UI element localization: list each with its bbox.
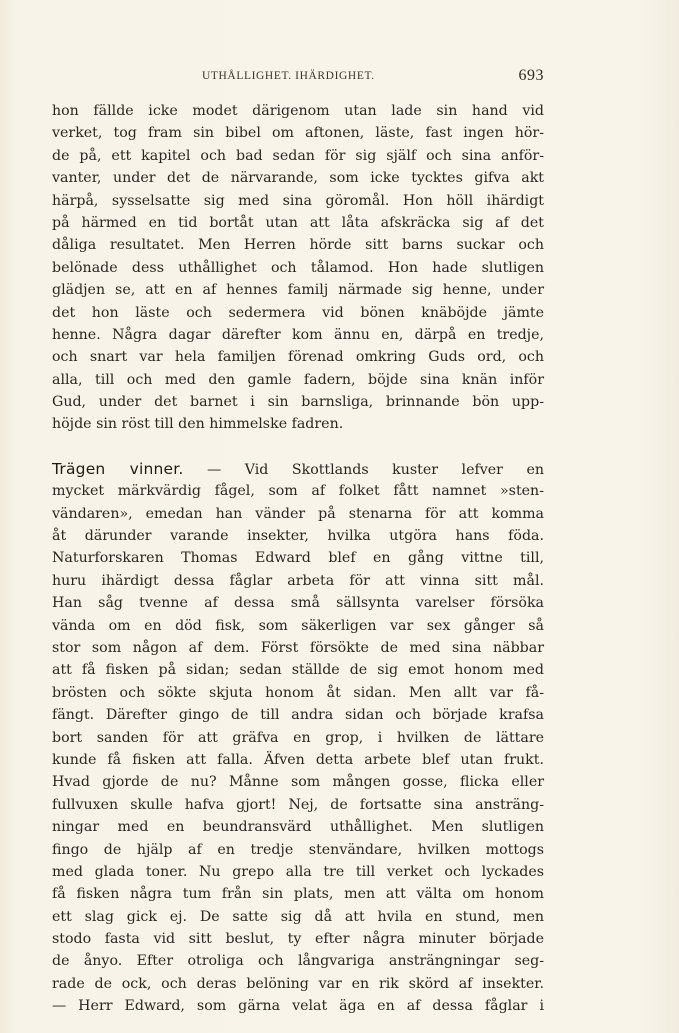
text-line: åt därunder varande insekter, hvilka utgöra hans föda. <box>52 528 544 545</box>
page-number: 693 <box>518 67 544 84</box>
text-line: — Herr Edward, som gärna velat äga en af dessa fåglar i <box>52 998 544 1015</box>
text-line: stodo fasta vid sitt beslut, ty efter några minuter började <box>52 931 544 948</box>
section-heading: Trägen vinner. <box>52 459 184 478</box>
text-line: vända om en död fisk, som säkerligen var sex gånger så <box>52 617 544 634</box>
text-line: hon fällde icke modet därigenom utan lade sin hand vid <box>52 103 544 119</box>
text-line: stor som någon af dem. Först försökte de med sina näbbar <box>52 639 544 656</box>
text-line: Gud, under det barnet i sin barnsliga, brinnande bön upp- <box>52 394 544 411</box>
text-line: och snart var hela familjen förenad omkring Guds ord, och <box>52 349 544 366</box>
text-line: bort sanden för att gräfva en grop, i hvilken de lättare <box>52 729 544 746</box>
text-line: de ånyo. Efter otroliga och långvariga ansträngningar seg- <box>52 953 544 970</box>
text-line: brösten och sökte skjuta honom åt sidan. Men allt var få- <box>52 684 544 701</box>
text-line: alla, till och med den gamle fadern, böjde sina knän inför <box>52 371 544 388</box>
text-line: fängt. Därefter gingo de till andra sidan och började krafsa <box>52 707 544 724</box>
text-line: verket, tog fram sin bibel om aftonen, läste, fast ingen hör- <box>52 125 544 142</box>
text-line <box>52 458 544 480</box>
text-line: huru ihärdigt dessa fåglar arbeta för att vinna sitt mål. <box>52 572 544 589</box>
text-line: att få fisken på sidan; sedan ställde de sig emot honom med <box>52 662 544 679</box>
text-line: vanter, under det de närvarande, som icke tycktes gifva akt <box>52 170 544 187</box>
text-line: fullvuxen skulle hafva gjort! Nej, de fortsatte sina ansträng- <box>52 796 544 813</box>
text-line: Hvad gjorde de nu? Månne som mången gosse, flicka eller <box>52 774 544 791</box>
page-body <box>52 100 544 1018</box>
heading-line-text: — Vid Skottlands kuster lefver en <box>183 461 544 478</box>
section-trägen-vinner <box>52 458 544 1018</box>
text-line: dåliga resultatet. Men Herren hörde sitt barns suckar och <box>52 237 544 254</box>
text-line: glädjen se, att en af hennes familj närmade sig henne, under <box>52 282 544 299</box>
text-line: rade de ock, och deras belöning var en rik skörd af insekter. <box>52 975 544 992</box>
page-header <box>52 68 544 88</box>
running-title: UTHÅLLIGHET. IHÄRDIGHET. <box>202 70 375 82</box>
text-line: mycket märkvärdig fågel, som af folket fått namnet »sten- <box>52 483 544 500</box>
text-line: vändaren», emedan han vänder på stenarna för att komma <box>52 505 544 522</box>
text-line: Han såg tvenne af dessa små sällsynta varelser försöka <box>52 595 544 612</box>
text-line: ett slag gick ej. De satte sig då att hvila en stund, men <box>52 908 544 925</box>
text-line: kunde få fisken att falla. Äfven detta arbete blef utan frukt. <box>52 751 544 768</box>
paragraph-gap <box>52 436 544 458</box>
text-line: belönade dess uthållighet och tålamod. Hon hade slutligen <box>52 259 544 276</box>
text-line: Naturforskaren Thomas Edward blef en gång vittne till, <box>52 550 544 567</box>
text-line: på härmed en tid bortåt utan att låta afskräcka sig af det <box>52 214 544 231</box>
text-line: henne. Några dagar därefter kom ännu en, därpå en tredje, <box>52 326 544 343</box>
paragraph <box>52 100 544 436</box>
text-line: ningar med en beundransvärd uthållighet. Men slutligen <box>52 819 544 836</box>
text-line: härpå, sysselsatte sig med sina göromål. Hon höll ihärdigt <box>52 192 544 209</box>
text-line: höjde sin röst till den himmelske fadren. <box>52 416 344 433</box>
text-line: det hon läste och sedermera vid bönen knäböjde jämte <box>52 304 544 321</box>
text-line: med glada toner. Nu grepo alla tre till verket och lyckades <box>52 863 544 880</box>
text-line: fingo de hjälp af en tredje stenvändare, hvilken mottogs <box>52 841 544 858</box>
text-line: de på, ett kapitel och bad sedan för sig själf och sina anför- <box>52 147 544 164</box>
text-line: få fisken några tum från sin plats, men att välta om honom <box>52 886 544 903</box>
